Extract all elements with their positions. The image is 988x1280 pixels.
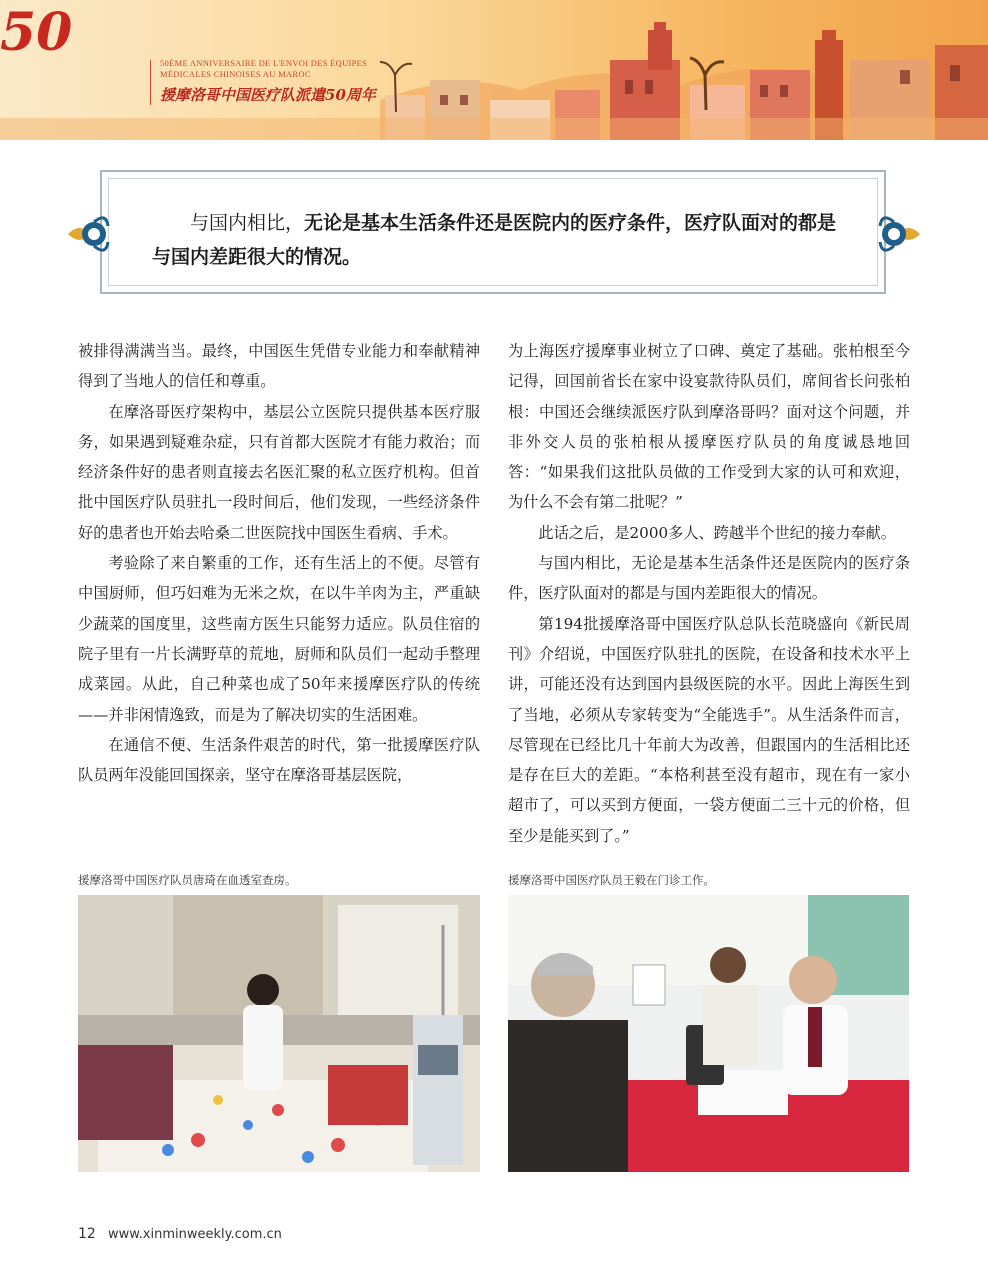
website-url: www.xinminweekly.com.cn (107, 1227, 282, 1242)
paragraph: 在通信不便、生活条件艰苦的时代，第一批援摩医疗队队员两年没能回国探亲，坚守在摩洛哥基层医院， (78, 735, 480, 785)
paragraph: 被排得满满当当。最终，中国医生凭借专业能力和奉献精神得到了当地人的信任和尊重。 (78, 342, 480, 391)
paragraph: 此话之后，是2000多人、跨越半个世纪的接力奉献。 (538, 523, 896, 542)
photo-caption-left: 援摩洛哥中国医疗队员唐琦在血透室查房。 (78, 873, 297, 887)
banner-chinese-title: 援摩洛哥中国医疗队派遣50周年 (160, 86, 376, 104)
article-column-left (78, 336, 480, 790)
pull-quote-box (100, 170, 886, 294)
pull-quote-text: 与国内相比，无论是基本生活条件还是医院内的医疗条件，医疗队面对的都是与国内差距很大的情况。 (152, 212, 837, 268)
paragraph: 与国内相比，无论是基本生活条件还是医院内的医疗条件，医疗队面对的都是与国内差距很大的情况。 (508, 554, 910, 603)
header-banner (0, 0, 988, 140)
article-column-right (508, 336, 910, 851)
banner-french-title: 50ÈME ANNIVERSAIRE DE L'ENVOI DES ÉQUIPES MÉDICALES CHINOISES AU MAROC (160, 58, 368, 79)
photo-outpatient-clinic (508, 895, 909, 1172)
photo-dialysis-ward (78, 895, 480, 1172)
ornament-right-icon (878, 212, 922, 256)
page-footer (78, 1226, 282, 1242)
city-skyline-illustration (0, 0, 988, 140)
ornament-left-icon (66, 212, 110, 256)
paragraph: 在摩洛哥医疗架构中，基层公立医院只提供基本医疗服务，如果遇到疑难杂症，只有首都大医院才有能力救治；而经济条件好的患者则直接去名医汇聚的私立医疗机构。但首批中国医疗队员驻扎一段时间后，他们发现，一些经济条件好的患者也开始去哈桑二世医院找中国医生看病、手术。 (78, 402, 480, 542)
svg-text:50: 50 (0, 2, 73, 60)
anniversary-50-logo (0, 0, 80, 60)
paragraph: 考验除了来自繁重的工作，还有生活上的不便。尽管有中国厨师，但巧妇难为无米之炊，在以牛羊肉为主，严重缺少蔬菜的国度里，这些南方医生只能努力适应。队员住宿的院子里有一片长满野草的荒地，厨师和队员们一起动手整理成菜园。从此，自己种菜也成了50年来援摩医疗队的传统——并非闲情逸致，而是为了解决切实的生活困难。 (78, 554, 480, 724)
photo-caption-right: 援摩洛哥中国医疗队员王毅在门诊工作。 (508, 873, 715, 887)
banner-divider (150, 60, 151, 105)
paragraph: 第194批援摩洛哥中国医疗队总队长范晓盛向《新民周刊》介绍说，中国医疗队驻扎的医院，在设备和技术水平上讲，可能还没有达到国内县级医院的水平。因此上海医生到了当地，必须从专家转变为“全能选手”。从生活条件而言，尽管现在已经比几十年前大为改善，但跟国内的生活相比还是存在巨大的差距。“本格利甚至没有超市，现在有一家小超市了，可以买到方便面，一袋方便面二三十元的价格，但至少是能买到了。” (508, 614, 910, 845)
paragraph: 为上海医疗援摩事业树立了口碑、奠定了基础。张柏根至今记得，回国前省长在家中设宴款待队员们，席间省长问张柏根：中国还会继续派医疗队到摩洛哥吗？面对这个问题，并非外交人员的张柏根从援摩医疗队员的角度诚恳地回答：“如果我们这批队员做的工作受到大家的认可和欢迎，为什么不会有第二批呢？” (508, 342, 910, 512)
page-number: 12 (78, 1226, 96, 1242)
